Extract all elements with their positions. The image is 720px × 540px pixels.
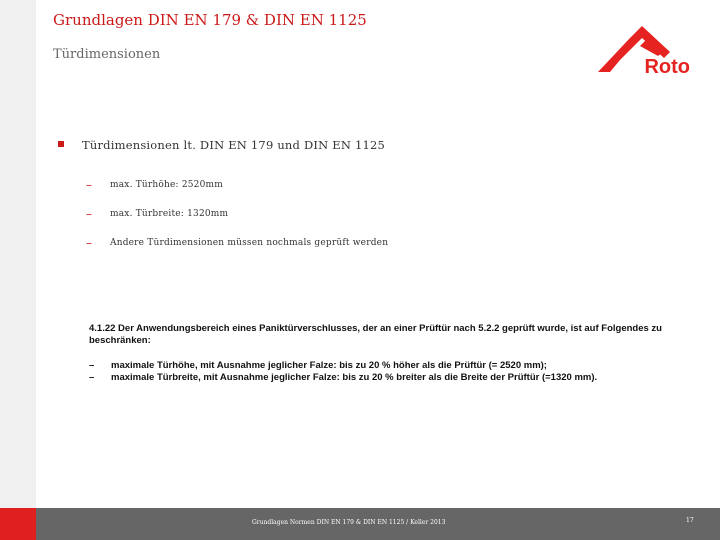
dash-icon: – bbox=[86, 235, 92, 250]
quote-list bbox=[89, 360, 699, 384]
dash-icon: – bbox=[86, 206, 92, 221]
list-item bbox=[89, 372, 699, 384]
logo-wordmark: Roto bbox=[644, 56, 690, 76]
left-margin-strip bbox=[0, 0, 36, 508]
quote-item-text: maximale Türbreite, mit Ausnahme jeglicher Falze: bis zu 20 % breiter als die Breite der Prüftür (=1320 mm). bbox=[111, 372, 598, 383]
list-item-text: max. Türbreite: 1320mm bbox=[110, 208, 229, 219]
bullet-square-icon bbox=[58, 141, 64, 147]
footer-bar bbox=[0, 508, 720, 540]
dimension-list bbox=[86, 170, 388, 257]
main-bullet bbox=[58, 138, 385, 152]
footer-text: Grundlagen Normen DIN EN 179 & DIN EN 1125 / Keller 2013 bbox=[252, 519, 446, 526]
dash-icon: – bbox=[89, 372, 95, 383]
dash-icon: – bbox=[86, 177, 92, 192]
list-item bbox=[86, 228, 388, 257]
slide-title: Grundlagen DIN EN 179 & DIN EN 1125 bbox=[53, 11, 367, 29]
list-item-text: max. Türhöhe: 2520mm bbox=[110, 179, 224, 190]
footer-accent-block bbox=[0, 508, 36, 540]
list-item bbox=[86, 199, 388, 228]
quote-item-text: maximale Türhöhe, mit Ausnahme jeglicher Falze: bis zu 20 % höher als die Prüftür (= 2520 mm); bbox=[111, 360, 547, 371]
roto-logo bbox=[596, 24, 690, 76]
list-item-text: Andere Türdimensionen müssen nochmals geprüft werden bbox=[110, 237, 389, 248]
quote-heading: 4.1.22 Der Anwendungsbereich eines Paniktürverschlusses, der an einer Prüftür nach 5.2.2 geprüft wurde, ist auf Folgendes zu beschränken: bbox=[89, 323, 662, 346]
main-bullet-text: Türdimensionen lt. DIN EN 179 und DIN EN 1125 bbox=[82, 138, 386, 152]
norm-quote bbox=[89, 323, 699, 384]
dash-icon: – bbox=[89, 360, 95, 371]
page-number: 17 bbox=[686, 517, 694, 524]
list-item bbox=[89, 360, 699, 372]
list-item bbox=[86, 170, 388, 199]
slide-subtitle: Türdimensionen bbox=[53, 47, 161, 62]
